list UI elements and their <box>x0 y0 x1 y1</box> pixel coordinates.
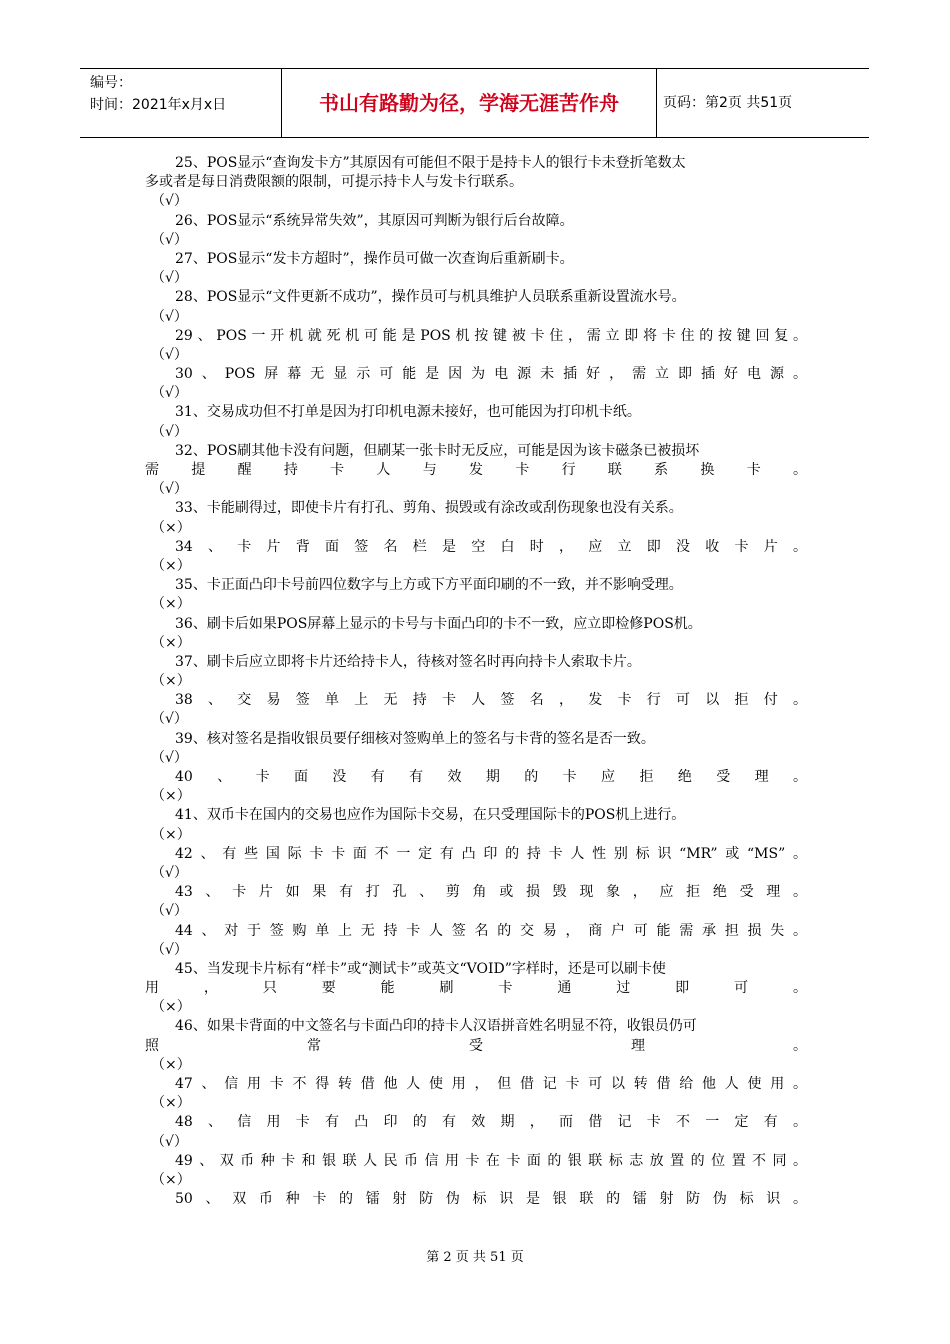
answer-mark: （×） <box>151 788 191 805</box>
question-line: 30、POS屏幕无显示可能是因为电源未插好，需立即插好电源。 <box>175 366 807 383</box>
question-line: 25、POS显示“查询发卡方”其原因有可能但不限于是持卡人的银行卡未登折笔数太 <box>175 155 686 171</box>
question-line: 31、交易成功但不打单是因为打印机电源未接好，也可能因为打印机卡纸。 <box>175 404 641 421</box>
number-label: 编号： <box>90 75 132 91</box>
question-line: 39、核对签名是指收银员要仔细核对签购单上的签名与卡背的签名是否一致。 <box>175 730 655 747</box>
answer-mark: （×） <box>151 1171 191 1188</box>
question-line: 44、对于签购单上无持卡人签名的交易，商户可能需承担损失。 <box>175 922 807 939</box>
answer-mark: （√） <box>151 1133 188 1150</box>
question-line: 46、如果卡背面的中文签名与卡面凸印的持卡人汉语拼音姓名明显不符，收银员仍可 <box>175 1018 697 1035</box>
page-footer: 第 2 页 共 51 页 <box>426 1250 524 1265</box>
question-line: 照常受理。 <box>145 1037 807 1054</box>
answer-mark: （×） <box>151 1056 191 1073</box>
question-line: 26、POS显示“系统异常失效”，其原因可判断为银行后台故障。 <box>175 212 574 229</box>
answer-mark: （×） <box>151 519 191 536</box>
answer-mark: （×） <box>151 1095 191 1112</box>
page-header <box>80 68 869 138</box>
answer-mark: （√） <box>151 864 188 881</box>
question-line: 29、POS一开机就死机可能是POS机按键被卡住，需立即将卡住的按键回复。 <box>175 327 807 344</box>
question-line: 42、有些国际卡卡面不一定有凸印的持卡人性别标识“MR”或“MS”。 <box>175 845 807 862</box>
header-page-label: 页码：第2页 共51页 <box>663 95 793 111</box>
question-line: 43、卡片如果有打孔、剪角或损毁现象，应拒绝受理。 <box>175 884 807 901</box>
header-meta <box>80 69 282 137</box>
answer-mark: （√） <box>151 903 188 920</box>
question-line: 49、双币种卡和银联人民币信用卡在卡面的银联标志放置的位置不同。 <box>175 1152 807 1169</box>
answer-mark: （√） <box>151 270 188 287</box>
question-line: 40、卡面没有有效期的卡应拒绝受理。 <box>175 769 807 785</box>
question-line: 27、POS显示“发卡方超时”，操作员可做一次查询后重新刷卡。 <box>175 250 574 267</box>
question-line: 34、卡片背面签名栏是空白时，应立即没收卡片。 <box>175 538 807 555</box>
answer-mark: （×） <box>151 557 191 574</box>
question-line: 32、POS刷其他卡没有问题，但刷某一张卡时无反应，可能是因为该卡磁条已被损坏 <box>175 442 700 459</box>
answer-mark: （√） <box>151 193 188 210</box>
question-line: 33、卡能刷得过，即使卡片有打孔、剪角、损毁或有涂改或刮伤现象也没有关系。 <box>175 500 683 517</box>
question-line: 47、信用卡不得转借他人使用，但借记卡可以转借给他人使用。 <box>175 1076 807 1092</box>
question-line: 35、卡正面凸印卡号前四位数字与上方或下方平面印刷的不一致，并不影响受理。 <box>175 577 683 594</box>
answer-mark: （√） <box>151 308 188 325</box>
question-line: 45、当发现卡片标有“样卡”或“测试卡”或英文“VOID”字样时，还是可以刷卡使 <box>175 960 666 977</box>
document-body <box>145 154 807 1209</box>
answer-mark: （√） <box>151 231 188 248</box>
answer-mark: （×） <box>151 673 191 690</box>
question-line: 37、刷卡后应立即将卡片还给持卡人，待核对签名时再向持卡人索取卡片。 <box>175 653 641 670</box>
question-line: 需提醒持卡人与发卡行联系换卡。 <box>145 462 807 478</box>
answer-mark: （√） <box>151 941 188 958</box>
answer-mark: （×） <box>151 999 191 1016</box>
question-line: 28、POS显示“文件更新不成功”，操作员可与机具维护人员联系重新设置流水号。 <box>175 289 686 306</box>
question-line: 36、刷卡后如果POS屏幕上显示的卡号与卡面凸印的卡不一致，应立即检修POS机。 <box>175 615 702 632</box>
answer-mark: （×） <box>151 596 191 613</box>
answer-mark: （×） <box>151 826 191 843</box>
answer-mark: （√） <box>151 711 188 728</box>
question-line: 50、双币种卡的镭射防伪标识是银联的镭射防伪标识。 <box>175 1191 807 1208</box>
header-motto: 书山有路勤为径，学海无涯苦作舟 <box>282 69 657 137</box>
question-line: 48、信用卡有凸印的有效期，而借记卡不一定有。 <box>175 1114 807 1131</box>
question-line: 用，只要能刷卡通过即可。 <box>145 980 807 997</box>
answer-mark: （√） <box>151 481 188 498</box>
question-line: 41、双币卡在国内的交易也应作为国际卡交易，在只受理国际卡的POS机上进行。 <box>175 807 686 824</box>
date-label: 时间：2021年x月x日 <box>90 97 227 113</box>
answer-mark: （×） <box>151 634 191 651</box>
answer-mark: （√） <box>151 423 188 440</box>
question-line: 多或者是每日消费限额的限制，可提示持卡人与发卡行联系。 <box>145 174 523 191</box>
answer-mark: （√） <box>151 346 188 363</box>
answer-mark: （√） <box>151 749 188 766</box>
question-line: 38、交易签单上无持卡人签名，发卡行可以拒付。 <box>175 692 807 709</box>
answer-mark: （√） <box>151 385 188 402</box>
